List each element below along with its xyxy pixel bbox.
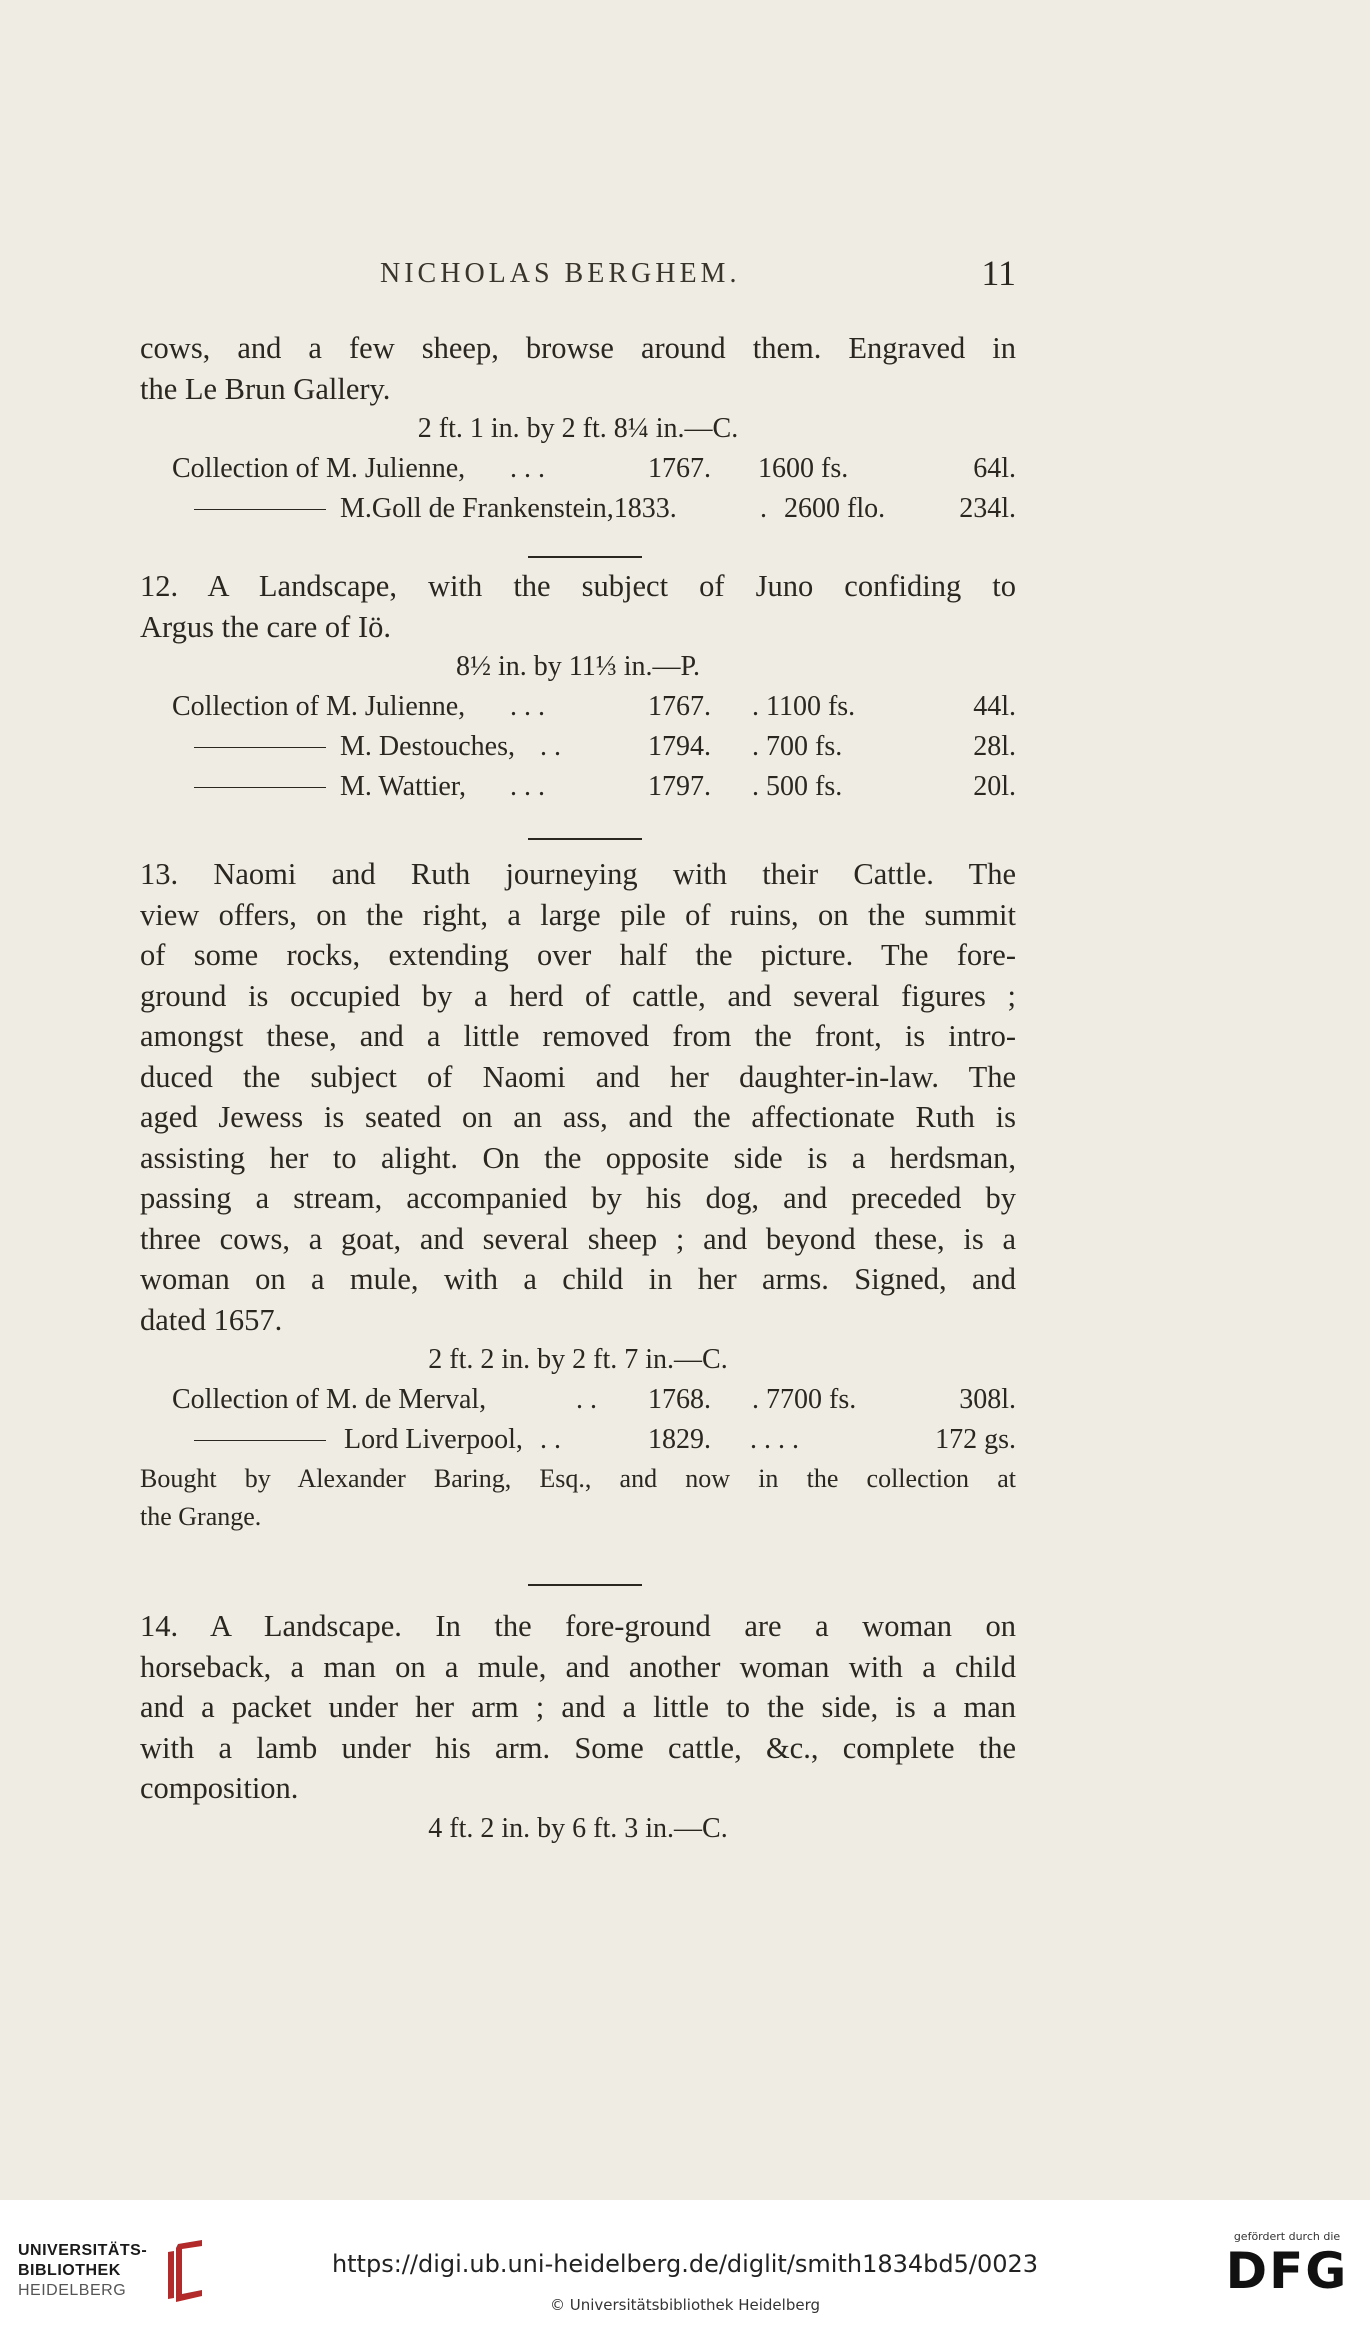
provenance-row xyxy=(140,727,1016,767)
funder-logo xyxy=(1222,2230,1352,2320)
text-line: dated 1657. xyxy=(140,1302,283,1337)
collection-name: M. Wattier, xyxy=(340,771,466,802)
ditto-rule xyxy=(194,787,326,788)
item-13 xyxy=(140,854,1016,1536)
sale-price: 2600 flo. xyxy=(784,493,886,524)
text-line: of some rocks, extending over half the picture. The fore- xyxy=(140,938,1016,972)
leader-dots: . . . xyxy=(510,453,545,484)
sale-pounds: 64l. xyxy=(973,453,1016,484)
collection-name: Lord Liverpool, xyxy=(344,1424,523,1455)
sale-pounds: 44l. xyxy=(973,691,1016,722)
sale-pounds: 172 gs. xyxy=(935,1424,1016,1455)
sale-price: 1600 fs. xyxy=(758,453,849,484)
sale-price: . 500 fs. xyxy=(752,771,843,802)
text-line: ground is occupied by a herd of cattle, and several figures ; xyxy=(140,978,1016,1013)
note-line: Bought by Alexander Baring, Esq., and now in the collection at xyxy=(140,1464,1016,1493)
provenance-row xyxy=(140,687,1016,727)
library-name-line: HEIDELBERG xyxy=(18,2282,127,2299)
painting-size: 2 ft. 2 in. by 2 ft. 7 in.—C. xyxy=(428,1344,728,1375)
collection-name: M.Goll de Frankenstein,1833. xyxy=(340,493,677,524)
copyright-notice: © Universitätsbibliothek Heidelberg xyxy=(549,2296,820,2314)
collection-name: Collection of M. de Merval, xyxy=(172,1384,487,1415)
text-line: woman on a mule, with a child in her arms. Signed, and xyxy=(140,1262,1016,1296)
leader-dots: . . . xyxy=(510,691,545,722)
collection-name: Collection of M. Julienne, xyxy=(172,453,466,484)
running-title: NICHOLAS BERGHEM. xyxy=(380,258,741,289)
provenance-row xyxy=(140,489,1016,529)
leader-dots: . . . xyxy=(510,771,545,802)
text-line: composition. xyxy=(140,1771,299,1805)
text-line: aged Jewess is seated on an ass, and the affectionate Ruth is xyxy=(140,1100,1016,1134)
sale-year: 1767. xyxy=(648,691,711,722)
sale-price: . 700 fs. xyxy=(752,731,843,762)
leader-dots: . xyxy=(760,493,767,524)
item-12 xyxy=(140,566,1016,807)
sale-price: . 1100 fs. xyxy=(752,691,856,722)
provenance-row xyxy=(140,449,1016,489)
sale-price: . 7700 fs. xyxy=(752,1384,857,1415)
page-header xyxy=(140,253,1016,298)
text-line: 12. A Landscape, with the subject of Juno confiding to xyxy=(140,569,1016,603)
ditto-rule xyxy=(194,509,326,510)
text-line: 13. Naomi and Ruth journeying with their Cattle. The xyxy=(140,857,1016,891)
funder-name: DFG xyxy=(1225,2242,1349,2300)
text-line: assisting her to alight. On the opposite side is a herdsman, xyxy=(140,1140,1016,1175)
section-divider xyxy=(528,838,642,840)
funded-by-label: gefördert durch die xyxy=(1233,2230,1341,2243)
collection-name: M. Destouches, xyxy=(340,731,515,762)
sale-year: 1794. xyxy=(648,731,711,762)
leader-dots: . . xyxy=(540,731,561,762)
text-line: view offers, on the right, a large pile of ruins, on the summit xyxy=(140,897,1016,932)
item-14 xyxy=(140,1606,1016,1849)
sale-pounds: 20l. xyxy=(973,771,1016,802)
provenance-note xyxy=(140,1460,1016,1536)
permalink-url[interactable]: https://digi.ub.uni-heidelberg.de/diglit/smith1834bd5/0023 xyxy=(331,2250,1039,2278)
painting-size: 8½ in. by 11⅓ in.—P. xyxy=(456,651,700,682)
text-line: amongst these, and a little removed from the front, is intro- xyxy=(140,1019,1016,1053)
ditto-rule xyxy=(194,1440,326,1441)
sale-pounds: 28l. xyxy=(973,731,1016,762)
intro-paragraph xyxy=(140,328,1016,529)
sale-year: 1767. xyxy=(648,453,711,484)
text-line: Argus the care of Iö. xyxy=(140,609,391,644)
library-name-line: UNIVERSITÄTS- xyxy=(18,2242,148,2259)
note-line: the Grange. xyxy=(140,1502,262,1531)
section-divider xyxy=(528,556,642,558)
sale-pounds: 234l. xyxy=(959,493,1016,524)
painting-size: 4 ft. 2 in. by 6 ft. 3 in.—C. xyxy=(428,1812,728,1844)
sale-pounds: 308l. xyxy=(959,1384,1016,1415)
section-divider xyxy=(528,1584,642,1586)
collection-name: Collection of M. Julienne, xyxy=(172,691,466,722)
text-line: cows, and a few sheep, browse around them. Engraved in xyxy=(140,331,1016,365)
leader-dots: . . xyxy=(576,1384,597,1415)
leader-dots: . . xyxy=(540,1424,561,1455)
text-line: with a lamb under his arm. Some cattle, &c., complete the xyxy=(140,1730,1016,1765)
sale-year: 1768. xyxy=(648,1384,711,1415)
text-line: horseback, a man on a mule, and another woman with a child xyxy=(140,1649,1016,1684)
text-line: duced the subject of Naomi and her daughter-in-law. The xyxy=(140,1059,1016,1094)
provenance-row xyxy=(140,767,1016,807)
text-line: the Le Brun Gallery. xyxy=(140,371,391,406)
painting-size: 2 ft. 1 in. by 2 ft. 8¼ in.—C. xyxy=(417,413,739,444)
sale-year: 1797. xyxy=(648,771,711,802)
text-line: and a packet under her arm ; and a little to the side, is a man xyxy=(140,1690,1016,1724)
provenance-row xyxy=(140,1380,1016,1420)
leader-dots: . . . . xyxy=(750,1424,799,1455)
provenance-row xyxy=(140,1420,1016,1460)
ditto-rule xyxy=(194,747,326,748)
text-line: 14. A Landscape. In the fore-ground are a woman on xyxy=(140,1609,1016,1643)
text-line: three cows, a goat, and several sheep ; and beyond these, is a xyxy=(140,1221,1016,1256)
sale-year: 1829. xyxy=(648,1424,711,1455)
page-number: 11 xyxy=(981,253,1016,293)
library-name-line: BIBLIOTHEK xyxy=(18,2262,121,2279)
text-line: passing a stream, accompanied by his dog, and preceded by xyxy=(140,1181,1016,1215)
viewer-footer xyxy=(0,2200,1370,2347)
